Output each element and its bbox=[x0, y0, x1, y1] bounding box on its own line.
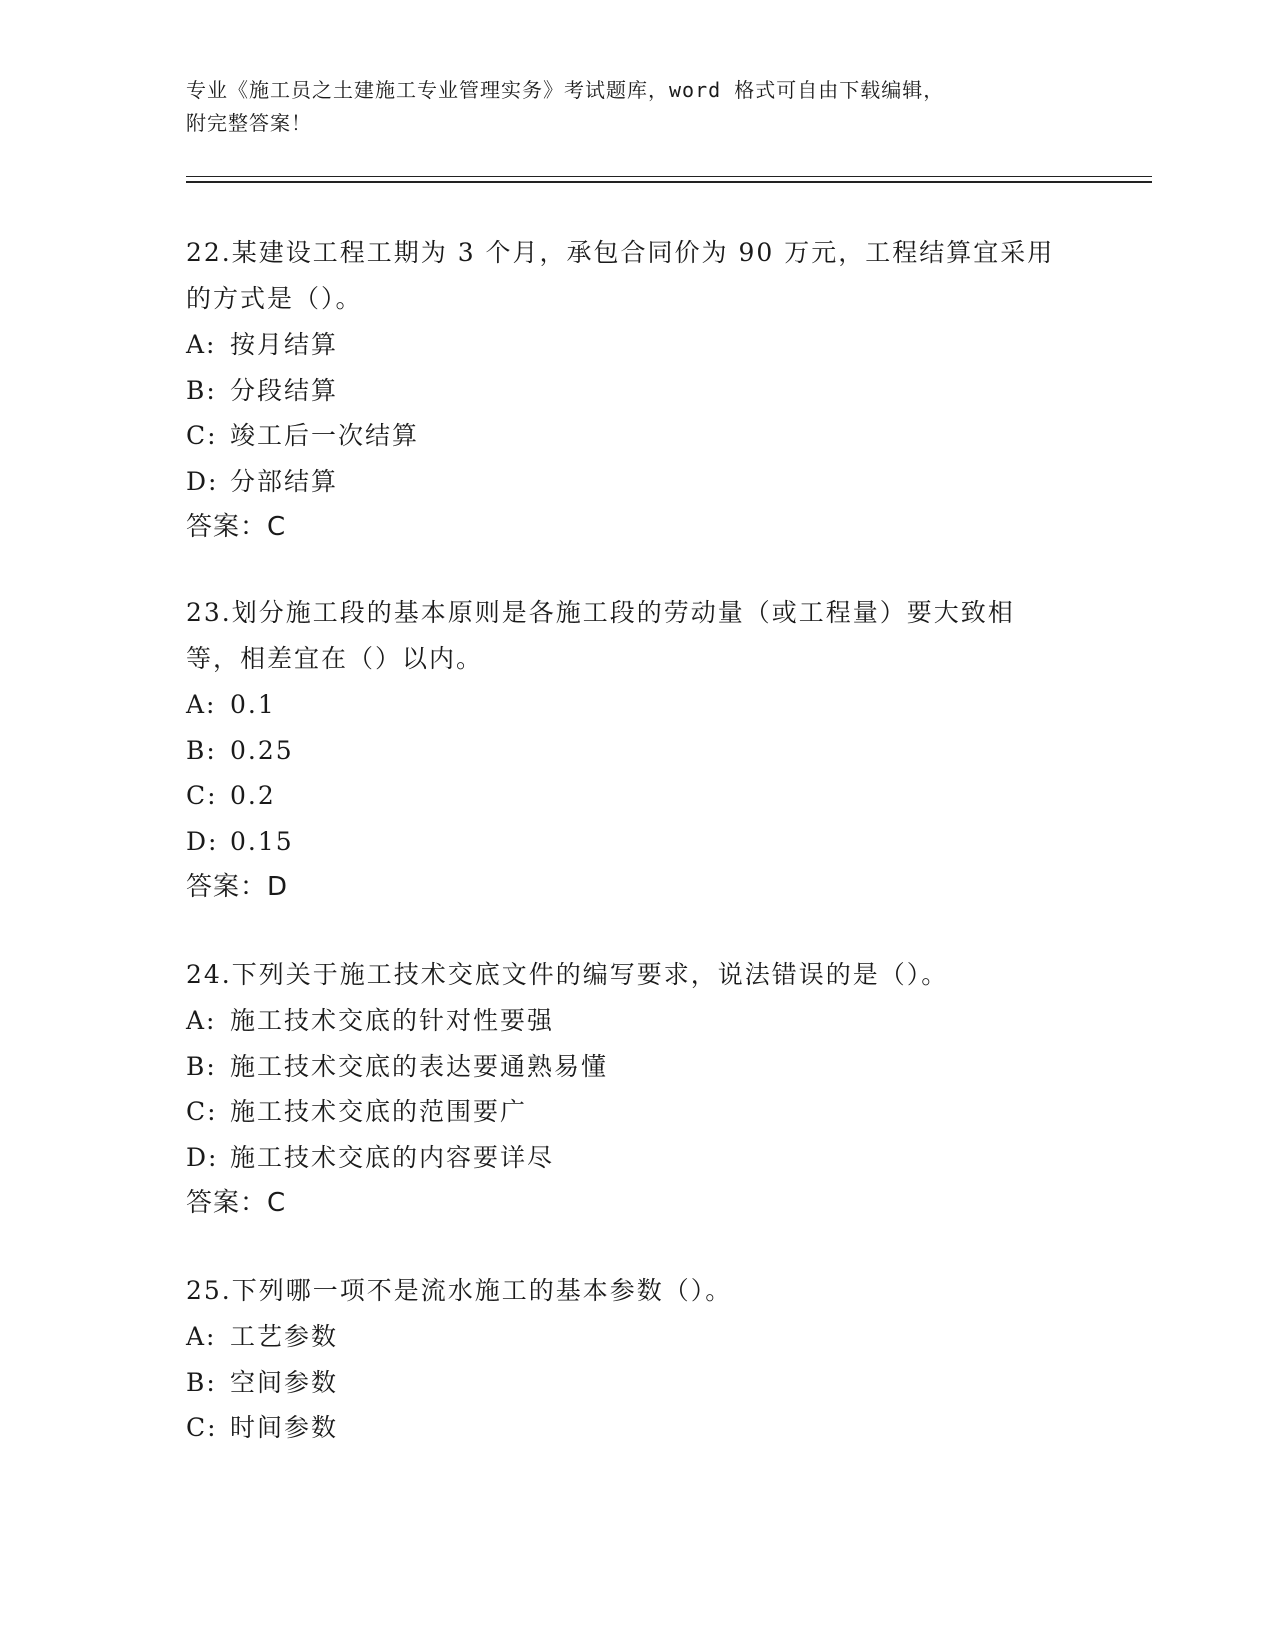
option-a bbox=[186, 998, 1086, 1044]
header-line-2: 附完整答案！ bbox=[186, 111, 312, 135]
option-letter: C: bbox=[186, 1413, 218, 1442]
option-a bbox=[186, 322, 1086, 368]
document-header bbox=[186, 74, 1066, 140]
question-24 bbox=[186, 952, 1086, 1226]
option-text: 按月结算 bbox=[230, 330, 339, 359]
option-letter: C: bbox=[186, 421, 218, 450]
option-text: 0.15 bbox=[230, 826, 294, 856]
header-line-1: 专业《施工员之土建施工专业管理实务》考试题库，word 格式可自由下载编辑， bbox=[186, 78, 945, 102]
question-22 bbox=[186, 230, 1086, 550]
option-text: 施工技术交底的内容要详尽 bbox=[230, 1142, 555, 1172]
option-d bbox=[186, 459, 1086, 505]
option-d bbox=[186, 819, 1086, 865]
option-letter: D: bbox=[186, 1142, 219, 1172]
option-letter: A: bbox=[186, 1322, 217, 1351]
answer-line: 答案：C bbox=[186, 1188, 287, 1218]
question-stem: 24.下列关于施工技术交底文件的编写要求，说法错误的是（）。 bbox=[186, 960, 949, 989]
option-letter: B: bbox=[186, 375, 217, 405]
option-b bbox=[186, 1360, 1086, 1406]
question-stem: 22.某建设工程工期为 3 个月，承包合同价为 90 万元，工程结算宜采用的方式是（）。 bbox=[186, 238, 1055, 313]
option-text: 0.25 bbox=[230, 735, 294, 765]
option-c bbox=[186, 773, 1086, 819]
header-divider-thin bbox=[186, 176, 1152, 177]
option-text: 竣工后一次结算 bbox=[230, 421, 420, 450]
option-letter: C: bbox=[186, 781, 218, 810]
option-text: 时间参数 bbox=[230, 1413, 339, 1442]
option-text: 施工技术交底的表达要通熟易懂 bbox=[230, 1051, 609, 1081]
option-letter: D: bbox=[186, 466, 219, 496]
question-stem: 25.下列哪一项不是流水施工的基本参数（）。 bbox=[186, 1276, 733, 1305]
option-letter: A: bbox=[186, 690, 217, 719]
option-text: 分部结算 bbox=[230, 466, 339, 496]
option-text: 工艺参数 bbox=[230, 1322, 339, 1351]
option-text: 分段结算 bbox=[230, 375, 339, 405]
option-text: 0.1 bbox=[230, 690, 276, 719]
question-25 bbox=[186, 1268, 1086, 1451]
option-text: 0.2 bbox=[230, 781, 276, 810]
answer-line: 答案：D bbox=[186, 872, 289, 902]
question-stem: 23.划分施工段的基本原则是各施工段的劳动量（或工程量）要大致相等，相差宜在（）以内。 bbox=[186, 598, 1015, 673]
option-letter: D: bbox=[186, 826, 219, 856]
option-letter: A: bbox=[186, 330, 217, 359]
option-text: 空间参数 bbox=[230, 1367, 339, 1397]
option-b bbox=[186, 1044, 1086, 1090]
option-letter: B: bbox=[186, 1051, 217, 1081]
option-b bbox=[186, 728, 1086, 774]
question-23 bbox=[186, 590, 1086, 910]
option-letter: B: bbox=[186, 1367, 217, 1397]
option-a bbox=[186, 1314, 1086, 1360]
option-b bbox=[186, 368, 1086, 414]
option-text: 施工技术交底的范围要广 bbox=[230, 1097, 528, 1126]
option-a bbox=[186, 682, 1086, 728]
option-text: 施工技术交底的针对性要强 bbox=[230, 1006, 555, 1035]
option-c bbox=[186, 413, 1086, 459]
option-letter: C: bbox=[186, 1097, 218, 1126]
option-c bbox=[186, 1405, 1086, 1451]
option-letter: A: bbox=[186, 1006, 217, 1035]
option-letter: B: bbox=[186, 735, 217, 765]
option-d bbox=[186, 1135, 1086, 1181]
header-divider-thick bbox=[186, 181, 1152, 183]
answer-line: 答案：C bbox=[186, 512, 287, 542]
option-c bbox=[186, 1089, 1086, 1135]
